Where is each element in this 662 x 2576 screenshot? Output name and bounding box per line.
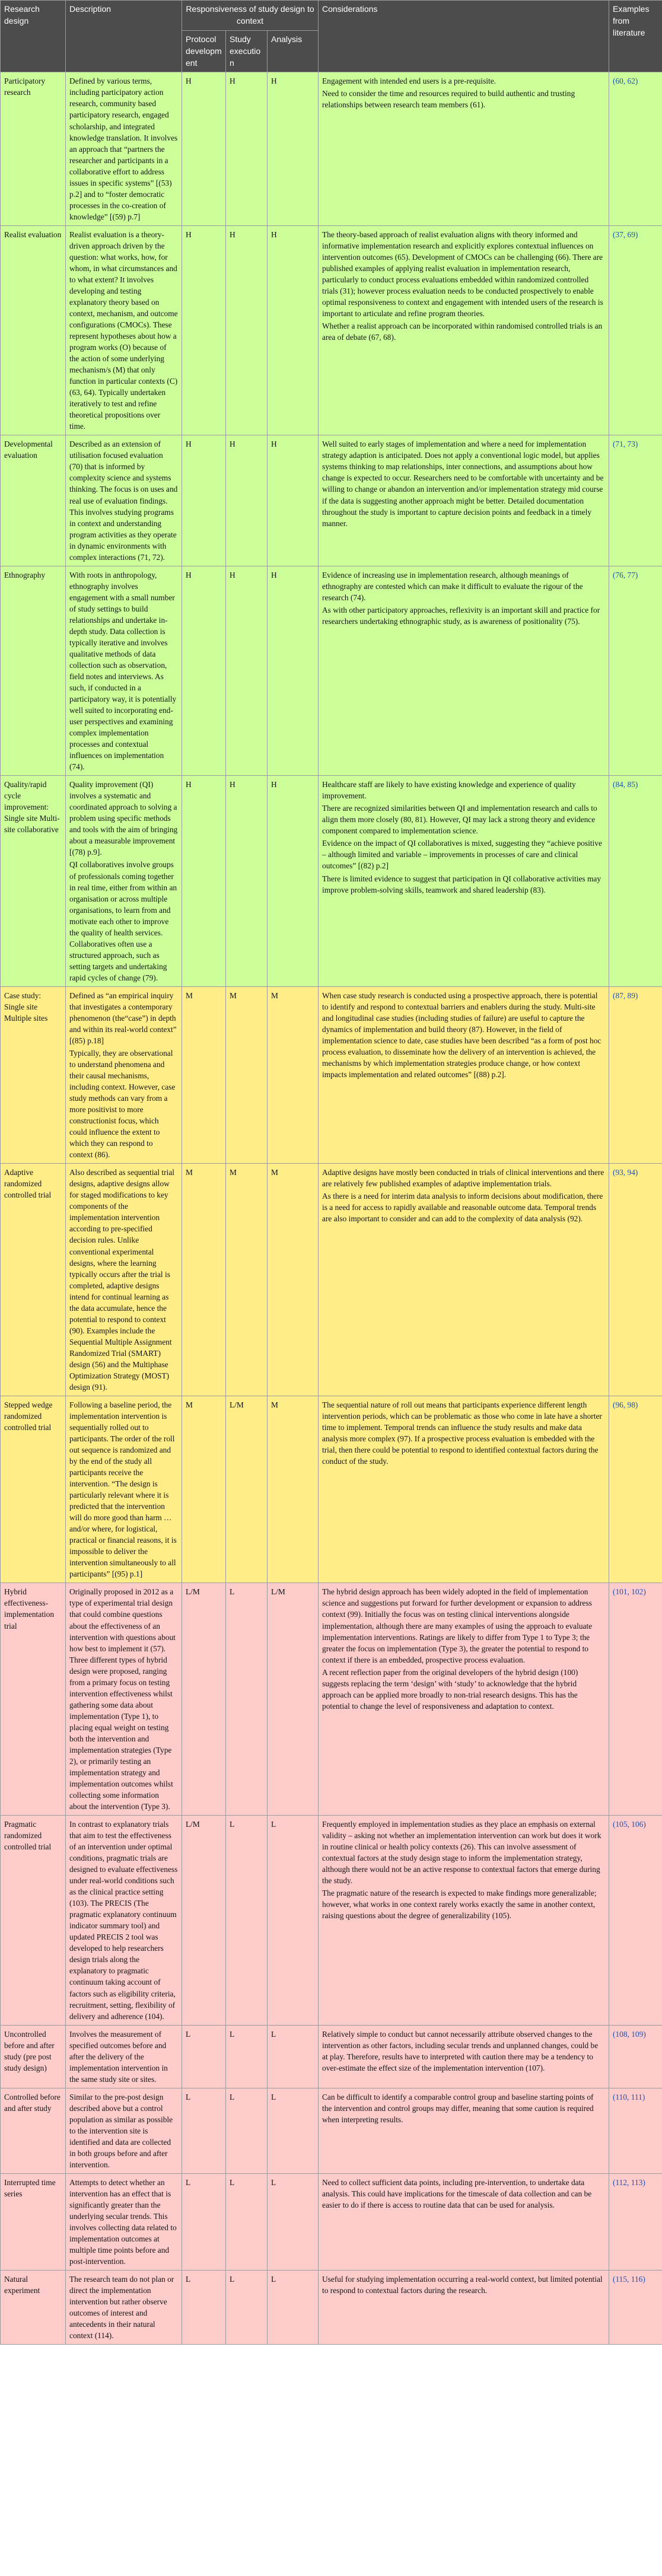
research-design-name: Natural experiment xyxy=(1,2271,66,2345)
considerations-cell-paragraph: Evidence of increasing use in implementation research, although meanings of ethnography are contested which can make it difficult to evaluate the rigour of the research (74). xyxy=(322,570,583,602)
examples-cell xyxy=(609,1396,662,1583)
execution-rating: M xyxy=(226,986,268,1163)
table-row xyxy=(1,2088,662,2173)
research-design-name: Adaptive randomized controlled trial xyxy=(1,1164,66,1396)
considerations-cell-paragraph: The pragmatic nature of the research is expected to make findings more generalizable; however, what works in one context rarely works exactly the same in another context, raising questions about the degree of generalizability (105). xyxy=(322,1889,597,1921)
considerations-cell-paragraph: Frequently employed in implementation studies as they place an emphasis on external validity – asking not whether an implementation intervention can work but does it work in routine clinical or health policy contexts (26). This can involve assessment of contextual factors at the study design stage to inform the implementation strategy, although there would not be an active response to contextual factors that emerge during the study. xyxy=(322,1820,601,1886)
considerations-cell-paragraph: Engagement with intended end users is a pre-requisite. xyxy=(322,77,496,86)
research-design-name: Quality/rapid cycle improvement: Single site Multi-site collaborative xyxy=(1,776,66,987)
considerations-cell-paragraph: Need to collect sufficient data points, including pre-intervention, to undertake data analysis. This could have implications for the timescale of data collection and can be easier to do if there is access to routine data that can be used for analysis. xyxy=(322,2177,592,2210)
considerations-cell xyxy=(319,435,609,566)
considerations-cell-paragraph: The theory-based approach of realist evaluation aligns with theory informed and informative implementation research and explicitly explores contextual influences on intervention outcomes (65). Development of CMOCs can be challenging (66). There are published examples of applying realist evaluation in implementation research, particularly to conduct process evaluations embedded within randomized controlled trials (31); however process evaluation needs to be conducted prospectively to enable optimal responsiveness to context and engagement with intended users of the research is important to articulate and refine program theories. xyxy=(322,230,603,318)
research-design-name: Stepped wedge randomized controlled trial xyxy=(1,1396,66,1583)
table-row xyxy=(1,225,662,435)
table-row xyxy=(1,776,662,987)
protocol-rating: H xyxy=(182,776,226,987)
protocol-rating: L xyxy=(182,2173,226,2270)
reference-link[interactable]: (101, 102) xyxy=(613,1587,646,1597)
research-design-name: Controlled before and after study xyxy=(1,2088,66,2173)
header-research-design: Research design xyxy=(1,1,66,72)
description-cell: Originally proposed in 2012 as a type of experimental trial design that could combine questions about the effectiveness of an intervention with questions about how best to implement it (57). Three different types of hybrid design were proposed, ranging from a primary focus on testing intervention effectiveness whilst gathering some data about implementation (Type 1), to placing equal weight on testing both the intervention and implementation strategies (Type 2), or primarily testing an implementation strategy and implementation outcomes whilst collecting some information about the intervention (Type 3). xyxy=(66,1583,182,1816)
description-cell-paragraph: Defined as “an empirical inquiry that investigates a contemporary phenomenon (the“case”) in depth and within its real-world context” [(85) p.18] xyxy=(69,991,177,1045)
header-responsiveness: Responsiveness of study design to context xyxy=(182,1,319,31)
table-row xyxy=(1,1396,662,1583)
considerations-cell xyxy=(319,2173,609,2270)
examples-cell xyxy=(609,72,662,225)
examples-cell xyxy=(609,1816,662,2026)
table-row xyxy=(1,1816,662,2026)
execution-rating: L xyxy=(226,2088,268,2173)
description-cell xyxy=(66,986,182,1163)
description-cell: Following a baseline period, the implementation intervention is sequentially rolled out to participants. The order of the roll out sequence is randomized and by the end of the study all participants receive the intervention. “The design is particularly relevant where it is predicted that the intervention will do more good than harm … and/or where, for logistical, practical or financial reasons, it is impossible to deliver the intervention simultaneously to all participants” [(95) p.1] xyxy=(66,1396,182,1583)
protocol-rating: H xyxy=(182,72,226,225)
reference-link[interactable]: (96, 98) xyxy=(613,1400,638,1409)
table-row xyxy=(1,2025,662,2088)
execution-rating: L xyxy=(226,2025,268,2088)
description-cell: Attempts to detect whether an intervention has an effect that is significantly greater than the underlying secular trends. This involves collecting data related to implementation outcomes at multiple time points before and post-intervention. xyxy=(66,2173,182,2270)
analysis-rating: M xyxy=(268,1396,319,1583)
research-design-name: Uncontrolled before and after study (pre post study design) xyxy=(1,2025,66,2088)
reference-link[interactable]: (60, 62) xyxy=(613,77,638,86)
analysis-rating: M xyxy=(268,986,319,1163)
protocol-rating: L xyxy=(182,2025,226,2088)
analysis-rating: L xyxy=(268,2271,319,2345)
protocol-rating: L/M xyxy=(182,1583,226,1816)
research-design-name: Participatory research xyxy=(1,72,66,225)
reference-link[interactable]: (93, 94) xyxy=(613,1168,638,1177)
research-design-name: Developmental evaluation xyxy=(1,435,66,566)
description-cell: Defined by various terms, including participatory action research, community based participatory research, engaged scholarship, and integrated knowledge translation. It involves an approach that “partners the researcher and participants in a collaborative effort to address issues in specific systems” [(53) p.2] and to “foster democratic processes in the co-creation of knowledge” [(59) p.7] xyxy=(66,72,182,225)
considerations-cell-paragraph: Evidence on the impact of QI collaboratives is mixed, suggesting they “achieve positive – although limited and variable – improvements in processes of care and clinical outcomes” [(82) p.2] xyxy=(322,839,602,871)
execution-rating: H xyxy=(226,566,268,776)
table-row xyxy=(1,1164,662,1396)
protocol-rating: H xyxy=(182,225,226,435)
execution-rating: H xyxy=(226,225,268,435)
table-row xyxy=(1,435,662,566)
research-design-name: Hybrid effectiveness-implementation trial xyxy=(1,1583,66,1816)
considerations-cell xyxy=(319,2025,609,2088)
reference-link[interactable]: (112, 113) xyxy=(613,2177,645,2187)
examples-cell xyxy=(609,2088,662,2173)
reference-link[interactable]: (110, 111) xyxy=(613,2092,645,2101)
table-row xyxy=(1,566,662,776)
considerations-cell-paragraph: The hybrid design approach has been widely adopted in the field of implementation science and suggestions put forward for further development or expansion to address context (99). Initially the focus was on testing clinical interventions alongside implementation, although there are many examples of using the approach to evaluate implementation interventions. Ratings are likely to differ from Type 1 to Type 3; the greater the focus on implementation (Type 3), the greater the potential to respond to context if there is an embedded, prospective process evaluation. xyxy=(322,1587,593,1664)
execution-rating: H xyxy=(226,72,268,225)
research-design-name: Realist evaluation xyxy=(1,225,66,435)
table-row xyxy=(1,2173,662,2270)
execution-rating: L xyxy=(226,1583,268,1816)
reference-link[interactable]: (105, 106) xyxy=(613,1820,646,1829)
examples-cell xyxy=(609,225,662,435)
examples-cell xyxy=(609,2271,662,2345)
examples-cell xyxy=(609,566,662,776)
examples-cell xyxy=(609,435,662,566)
considerations-cell-paragraph: Well suited to early stages of implementation and where a need for implementation strategy adaption is anticipated. Does not apply a conventional logic model, but applies systems thinking to map relationships, inter connections, and assumptions about how change is expected to occur. Researchers need to be comfortable with uncertainty and be willing to change or abandon an intervention and/or implementation strategy mid course if the data is suggesting another approach might be better. Detailed documentation throughout the study is important to capture decision points and feedback in a timely manner. xyxy=(322,440,604,528)
description-cell: Similar to the pre-post design described above but a control population as similar as possible to the intervention site is identified and data are collected in both groups before and after intervention. xyxy=(66,2088,182,2173)
examples-cell xyxy=(609,2025,662,2088)
description-cell: Also described as sequential trial designs, adaptive designs allow for staged modifications to key components of the implementation intervention according to pre-specified decision rules. Unlike conventional experimental designs, where the learning typically occurs after the trial is completed, adaptive designs intend for continual learning as the data accumulate, hence the potential to respond to context (90). Examples include the Sequential Multiple Assignment Randomized Trial (SMART) design (56) and the Multiphase Optimization Strategy (MOST) design (91). xyxy=(66,1164,182,1396)
considerations-cell xyxy=(319,2088,609,2173)
reference-link[interactable]: (71, 73) xyxy=(613,440,638,449)
analysis-rating: L xyxy=(268,2025,319,2088)
protocol-rating: H xyxy=(182,566,226,776)
analysis-rating: H xyxy=(268,776,319,987)
research-design-name: Pragmatic randomized controlled trial xyxy=(1,1816,66,2026)
protocol-rating: L/M xyxy=(182,1816,226,2026)
reference-link[interactable]: (76, 77) xyxy=(613,570,638,579)
execution-rating: H xyxy=(226,435,268,566)
description-cell: Involves the measurement of specified outcomes before and after the delivery of the implementation intervention in the same study site or sites. xyxy=(66,2025,182,2088)
description-cell: With roots in anthropology, ethnography involves engagement with a small number of study settings to build relationships and undertake in-depth study. Data collection is typically iterative and involves qualitative methods of data collection such as observation, field notes and interviews. As such, if conducted in a participatory way, it is potentially well suited to incorporating end-user perspectives and examining complex implementation processes and contextual influences on implementation (74). xyxy=(66,566,182,776)
considerations-cell-paragraph: There are recognized similarities between QI and implementation research and calls to align them more closely (80, 81). However, QI may lack a strong theory and evidence component compared to implementation science. xyxy=(322,804,597,836)
analysis-rating: L xyxy=(268,1816,319,2026)
execution-rating: L xyxy=(226,1816,268,2026)
examples-cell xyxy=(609,776,662,987)
considerations-cell xyxy=(319,72,609,225)
considerations-cell xyxy=(319,1164,609,1396)
description-cell: The research team do not plan or direct the implementation intervention but rather observe outcomes of interest and antecedents in their natural context (114). xyxy=(66,2271,182,2345)
considerations-cell xyxy=(319,1583,609,1816)
protocol-rating: L xyxy=(182,2271,226,2345)
analysis-rating: M xyxy=(268,1164,319,1396)
table-row xyxy=(1,72,662,225)
analysis-rating: L xyxy=(268,2088,319,2173)
considerations-cell-paragraph: Relatively simple to conduct but cannot necessarily attribute observed changes to the intervention as other factors, including secular trends and unplanned changes, could be at play. Therefore, results have to interpreted with caution there may be a tendency to over-estimate the effect size of the implementation intervention (107). xyxy=(322,2029,599,2072)
considerations-cell-paragraph: Adaptive designs have mostly been conducted in trials of clinical interventions and there are relatively few published examples of adaptive implementation trials. xyxy=(322,1168,604,1189)
analysis-rating: H xyxy=(268,566,319,776)
description-cell: Described as an extension of utilisation focused evaluation (70) that is informed by complexity science and systems thinking. The focus is on uses and real use of evaluation findings. This involves studying programs in context and understanding program activities as they operate in dynamic environments with complex interactions (71, 72). xyxy=(66,435,182,566)
considerations-cell-paragraph: There is limited evidence to suggest that participation in QI collaborative activities may improve problem-solving skills, teamwork and shared leadership (83). xyxy=(322,874,601,894)
considerations-cell-paragraph: The sequential nature of roll out means that participants experience different length intervention periods, which can be problematic as those who come in late have a shorter time to implement. Temporal trends can influence the study results and make data analysis more complex (97). If a prospective process evaluation is embedded with the trial, then there could be potential to respond to identified contextual factors during the conduct of the study. xyxy=(322,1400,602,1466)
considerations-cell xyxy=(319,566,609,776)
protocol-rating: M xyxy=(182,986,226,1163)
considerations-cell-paragraph: Can be difficult to identify a comparable control group and baseline starting points of the intervention and control groups may differ, meaning that some caution is required when interpreting results. xyxy=(322,2092,594,2124)
reference-link[interactable]: (115, 116) xyxy=(613,2275,645,2284)
protocol-rating: L xyxy=(182,2088,226,2173)
execution-rating: L/M xyxy=(226,1396,268,1583)
research-design-name: Interrupted time series xyxy=(1,2173,66,2270)
reference-link[interactable]: (37, 69) xyxy=(613,230,638,239)
description-cell xyxy=(66,776,182,987)
reference-link[interactable]: (87, 89) xyxy=(613,991,638,1000)
execution-rating: L xyxy=(226,2271,268,2345)
analysis-rating: L xyxy=(268,2173,319,2270)
table-body xyxy=(1,72,662,2345)
protocol-rating: M xyxy=(182,1396,226,1583)
examples-cell xyxy=(609,2173,662,2270)
description-cell-paragraph: QI collaboratives involve groups of professionals coming together in real time, either from within an organisation or across multiple organisations, to learn from and motivate each other to improve the quality of health services. Collaboratives often use a structured approach, such as setting targets and undertaking rapid cycles of change (79). xyxy=(69,860,177,982)
considerations-cell-paragraph: When case study research is conducted using a prospective approach, there is potential to identify and respond to contextual barriers and enablers during the study. Multi-site and longitudinal case studies (including studies of failure) are useful to capture the dynamics of implementation and build theory (87). However, in the field of implementation science to date, case studies have been described “as a form of post hoc process evaluation, to disseminate how the delivery of an intervention is achieved, the mechanisms by which implementation strategies produce change, or how context impacts implementation and related outcomes” [(88) p.2]. xyxy=(322,991,601,1080)
execution-rating: H xyxy=(226,776,268,987)
header-study-execution: Study execution xyxy=(226,30,268,72)
research-design-name: Case study: Single site Multiple sites xyxy=(1,986,66,1163)
considerations-cell xyxy=(319,225,609,435)
reference-link[interactable]: (84, 85) xyxy=(613,780,638,789)
considerations-cell xyxy=(319,1816,609,2026)
header-protocol-development: Protocol development xyxy=(182,30,226,72)
considerations-cell xyxy=(319,1396,609,1583)
examples-cell xyxy=(609,1164,662,1396)
considerations-cell-paragraph: As there is a need for interim data analysis to inform decisions about modification, there is a need for access to rapidly available and reasonable outcome data. Temporal trends are also important to consider and can add to the complexity of data analysis (92). xyxy=(322,1192,603,1224)
analysis-rating: H xyxy=(268,225,319,435)
considerations-cell xyxy=(319,986,609,1163)
research-design-name: Ethnography xyxy=(1,566,66,776)
considerations-cell xyxy=(319,776,609,987)
analysis-rating: L/M xyxy=(268,1583,319,1816)
considerations-cell-paragraph: Useful for studying implementation occurring a real-world context, but limited potential to respond to contextual factors during the research. xyxy=(322,2275,603,2295)
considerations-cell-paragraph: As with other participatory approaches, reflexivity is an important skill and practice for researchers undertaking ethnographic study, as is awareness of positionality (75). xyxy=(322,605,600,626)
header-analysis: Analysis xyxy=(268,30,319,72)
table-row xyxy=(1,986,662,1163)
considerations-cell-paragraph: Need to consider the time and resources required to build authentic and trusting relationships between research team members (61). xyxy=(322,89,575,110)
considerations-cell-paragraph: Whether a realist approach can be incorporated within randomised controlled trials is an area of debate (67, 68). xyxy=(322,321,603,342)
execution-rating: L xyxy=(226,2173,268,2270)
considerations-cell-paragraph: A recent reflection paper from the original developers of the hybrid design (100) suggests replacing the term ‘design’ with ‘study’ to acknowledge that the hybrid approach can be applied more broadly to non-trial research designs. This has the potential to change the level of responsiveness and adaptation to context. xyxy=(322,1667,578,1711)
description-cell-paragraph: Typically, they are observational to understand phenomena and their causal mechanisms, including context. However, case study methods can vary from a more positivist to more constructionist focus, which could influence the extent to which they can respond to context (86). xyxy=(69,1048,176,1160)
protocol-rating: H xyxy=(182,435,226,566)
examples-cell xyxy=(609,1583,662,1816)
reference-link[interactable]: (108, 109) xyxy=(613,2029,646,2039)
header-examples: Examples from literature xyxy=(609,1,662,72)
description-cell: In contrast to explanatory trials that aim to test the effectiveness of an intervention under optimal conditions, pragmatic trials are designed to evaluate effectiveness under real-world conditions such as the clinical practice setting (103). The PRECIS (The pragmatic explanatory continuum indicator summary tool) and updated PRECIS 2 tool was developed to help researchers design trials along the explanatory to pragmatic continuum taking account of factors such as eligibility criteria, recruitment, setting, flexibility of delivery and adherence (104). xyxy=(66,1816,182,2026)
execution-rating: M xyxy=(226,1164,268,1396)
considerations-cell-paragraph: Healthcare staff are likely to have existing knowledge and experience of quality improvement. xyxy=(322,780,576,801)
header-considerations: Considerations xyxy=(319,1,609,72)
protocol-rating: M xyxy=(182,1164,226,1396)
description-cell: Realist evaluation is a theory-driven approach driven by the question: what works, how, for whom, in what circumstances and to what extent? It involves developing and testing explanatory theory based on context, mechanism, and outcome configurations (CMOCs). These represent hypotheses about how a program works (O) because of the action of some underlying mechanism/s (M) that only function in particular contexts (C) (63, 64). Typically undertaken iteratively to test and refine theoretical propositions over time. xyxy=(66,225,182,435)
examples-cell xyxy=(609,986,662,1163)
analysis-rating: H xyxy=(268,435,319,566)
analysis-rating: H xyxy=(268,72,319,225)
table-row xyxy=(1,2271,662,2345)
table-header xyxy=(1,1,662,72)
header-description: Description xyxy=(66,1,182,72)
description-cell-paragraph: Quality improvement (QI) involves a systematic and coordinated approach to solving a problem using specific methods and tools with the aim of bringing about a measurable improvement [(78) p.9]. xyxy=(69,780,178,857)
table-row xyxy=(1,1583,662,1816)
considerations-cell xyxy=(319,2271,609,2345)
